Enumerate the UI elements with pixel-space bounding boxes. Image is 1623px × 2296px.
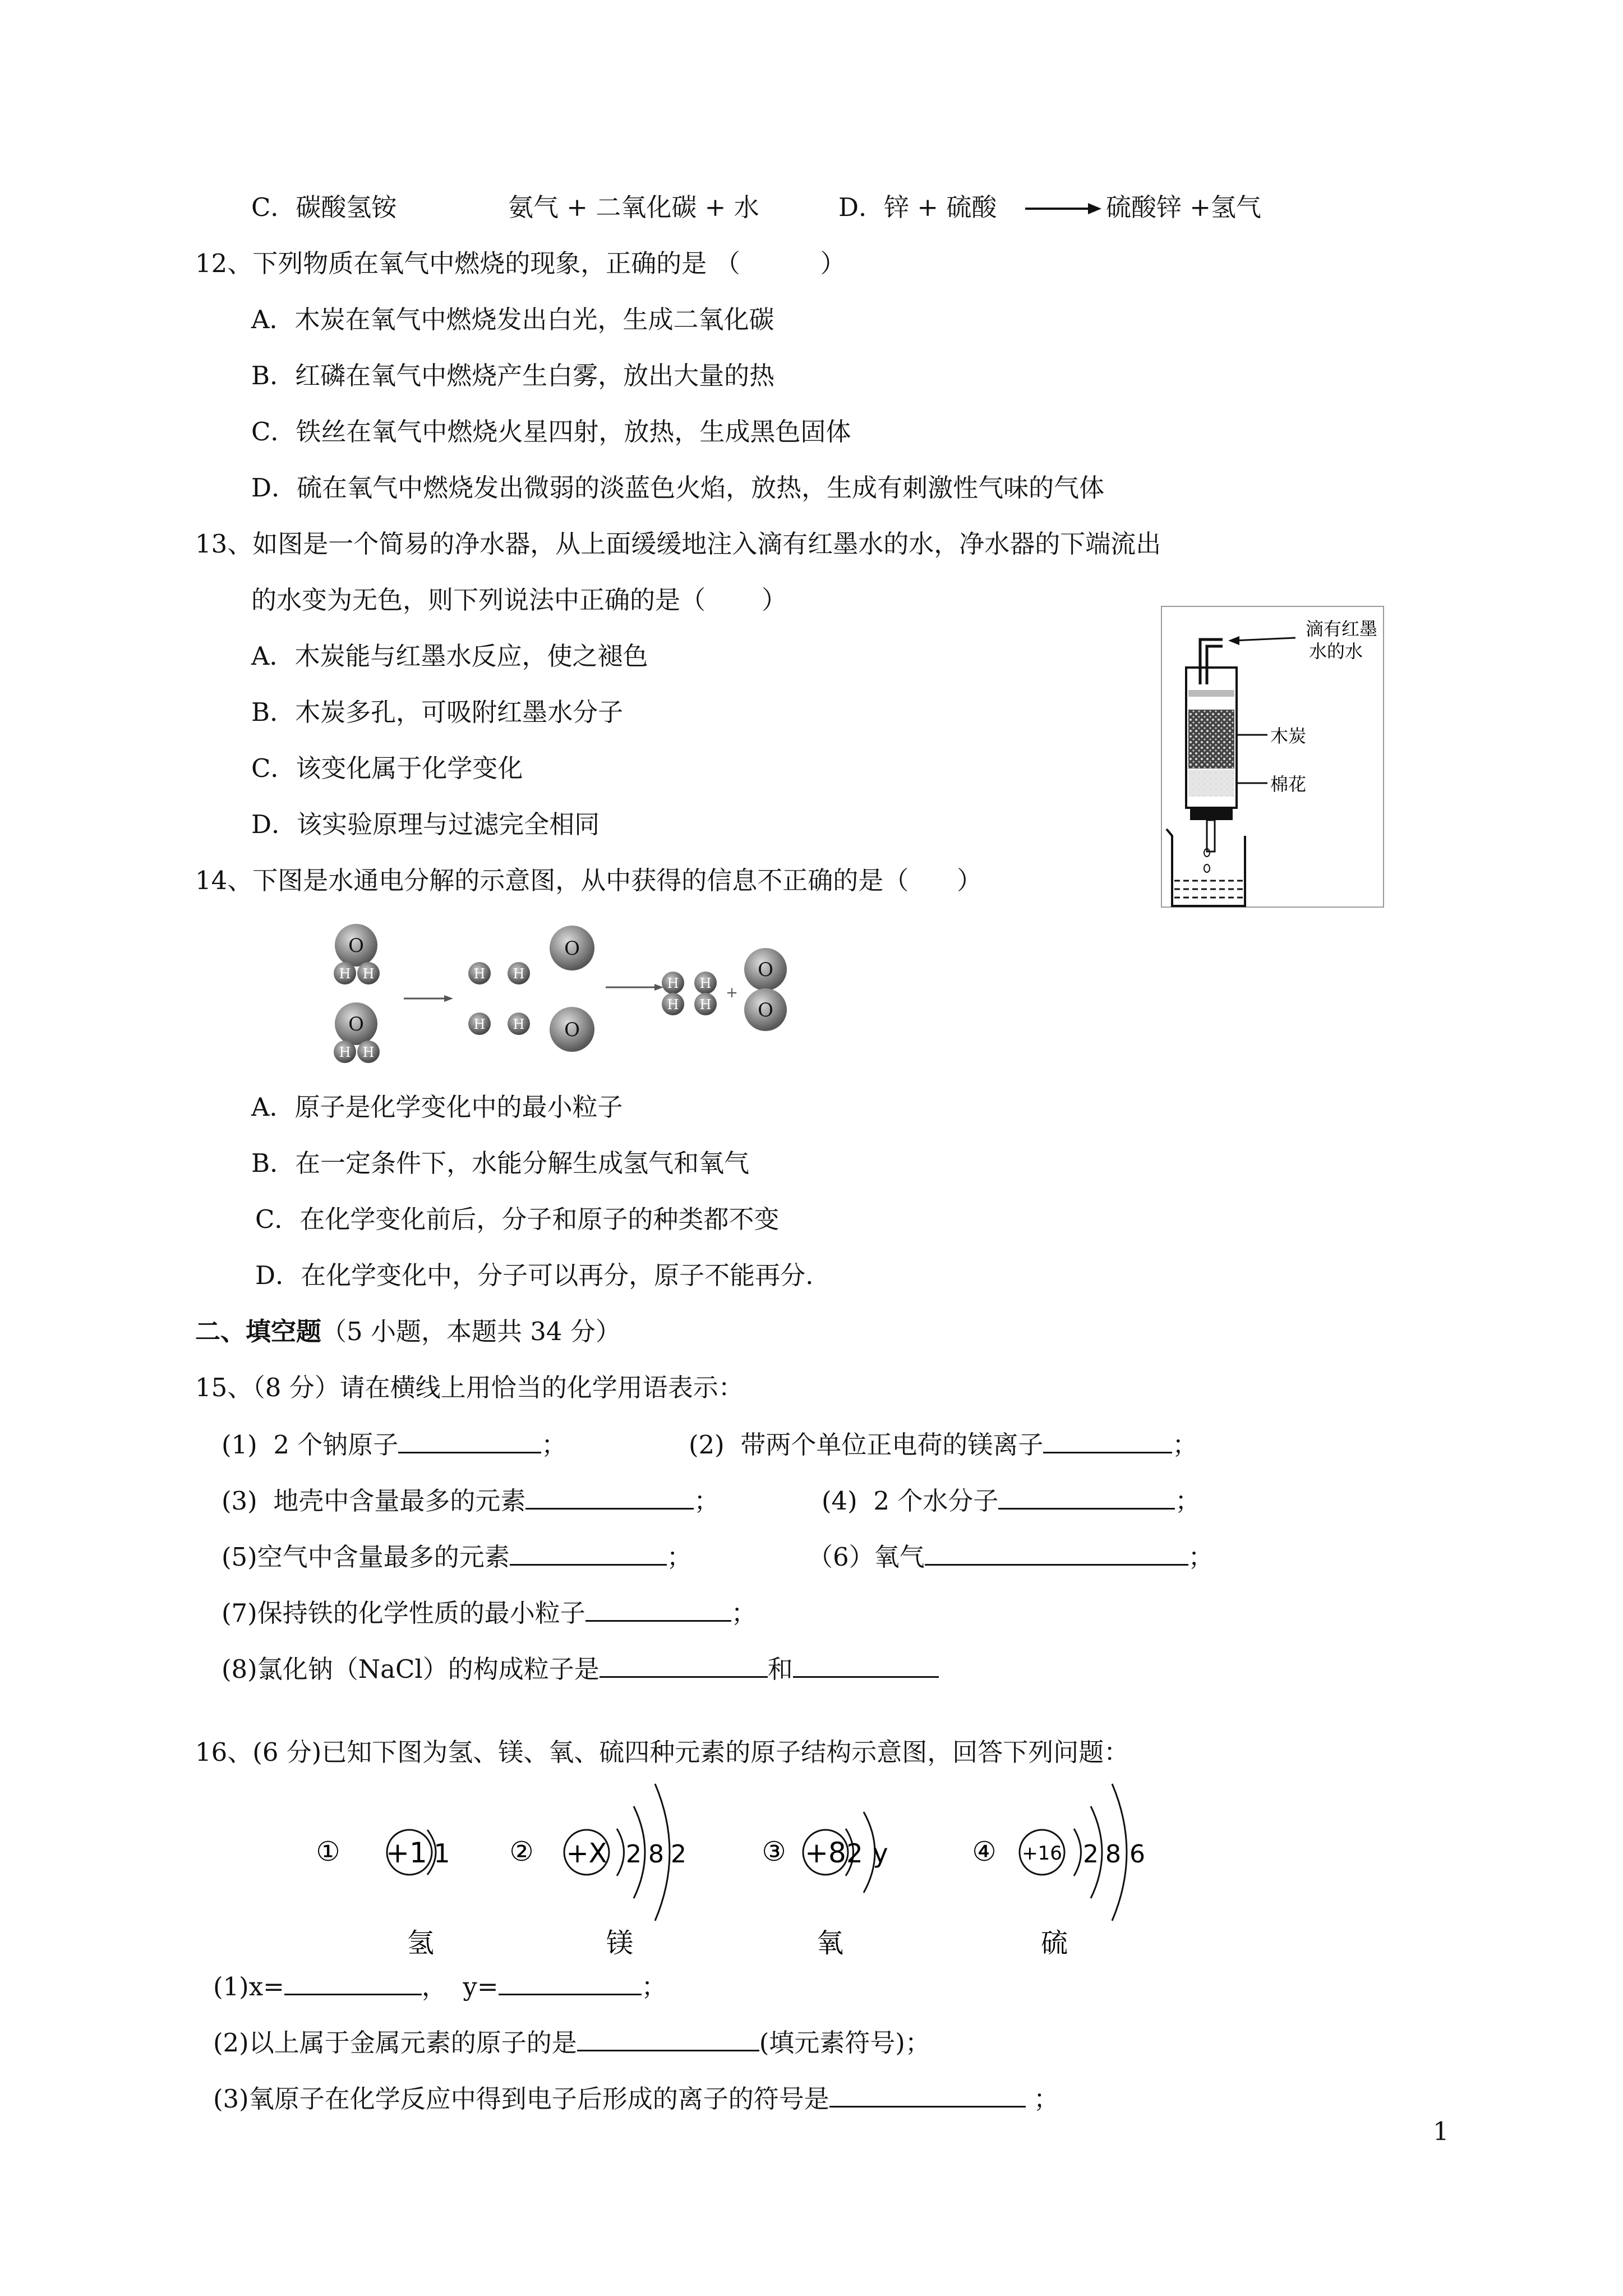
answer-blank-7[interactable] [585,1595,731,1622]
diagram-2-shell-2: 8 [648,1840,664,1869]
answer-blank-8a[interactable] [600,1651,768,1678]
svg-text:H: H [362,1045,375,1060]
section2-title: 二、填空题 [195,1317,322,1346]
diagram-2-name: 镁 [606,1927,634,1959]
answer-blank-y[interactable] [499,1969,642,1995]
diagram-1-nucleus: +1 [386,1837,427,1869]
answer-blank-4[interactable] [998,1483,1175,1510]
q13-stem-line1: 13、如图是一个简易的净水器，从上面缓缓地注入滴有红墨水的水，净水器的下端流出 [195,529,1161,559]
answer-blank-6[interactable] [925,1539,1188,1566]
q14-option-d: D．在化学变化中，分子可以再分，原子不能再分. [255,1260,814,1290]
q12-option-d: D．硫在氧气中燃烧发出微弱的淡蓝色火焰，放热，生成有刺激性气味的气体 [251,473,1105,503]
diagram-2-shell-3: 2 [671,1840,686,1869]
q15-item-5: (5)空气中含量最多的元素 ； [222,1539,692,1574]
diagram-2-number: ② [509,1836,534,1867]
q15-item-1: (1) 2 个钠原子 ； [222,1427,566,1462]
q15-item-3: (3) 地壳中含量最多的元素 ； [222,1483,719,1518]
diagram-1-number: ① [316,1836,340,1867]
diagram-4-nucleus: +16 [1022,1842,1062,1865]
diagram-1-shell-1: 1 [434,1838,450,1869]
q11-option-d-products: 硫酸锌 +氢气 [1106,192,1262,222]
q13-option-d: D．该实验原理与过滤完全相同 [251,809,600,839]
fig-label-water-1: 滴有红墨 [1306,618,1378,639]
svg-text:H: H [513,1016,525,1032]
q13-option-c: C．该变化属于化学变化 [251,753,523,783]
q16-sub1: (1)x= ， y= ； [213,1969,667,2004]
svg-text:H: H [473,1016,486,1032]
diagram-2-shell-1: 2 [626,1840,642,1869]
q15-item-6: （6）氧气 ； [808,1539,1214,1574]
diagram-3-nucleus: +8 [805,1837,846,1869]
diagram-1-name: 氢 [407,1927,435,1959]
q11-option-c-reactant: C．碳酸氢铵 [251,192,397,222]
diagram-4-shell-3: 6 [1129,1840,1145,1869]
q11-option-c-products: 氨气 + 二氧化碳 + 水 [508,192,759,222]
section2-header [195,1315,621,1349]
q15-item-8: (8)氯化钠（NaCl）的构成粒子是 和 [222,1651,939,1686]
q15-item-7: (7)保持铁的化学性质的最小粒子 ； [222,1595,757,1630]
fig-label-charcoal: 木炭 [1270,725,1307,747]
svg-text:H: H [362,966,375,982]
answer-blank-8b[interactable] [793,1651,939,1678]
diagram-4-number: ④ [972,1836,997,1867]
q12-option-b: B．红磷在氧气中燃烧产生白雾，放出大量的热 [251,361,775,390]
diagram-2-nucleus: +X [566,1838,607,1869]
section2-note: （5 小题，本题共 34 分） [321,1317,621,1346]
diagram-3-shell-1: 2 [846,1838,863,1869]
water-electrolysis-figure [314,914,808,1077]
q13-option-b: B．木炭多孔，可吸附红墨水分子 [251,697,624,727]
q16-sub3: (3)氧原子在化学反应中得到电子后形成的离子的符号是 ； [213,2081,1059,2116]
svg-text:O: O [564,1019,580,1041]
diagram-3-name: 氧 [816,1927,844,1959]
q15-item-4: (4) 2 个水分子 ； [822,1483,1200,1518]
svg-text:O: O [758,959,773,981]
atomic-structure-diagrams [303,1778,1178,1969]
water-purifier-figure [1161,606,1385,909]
q14-option-a: A．原子是化学变化中的最小粒子 [251,1092,623,1122]
diagram-4-name: 硫 [1040,1927,1068,1959]
answer-blank-1[interactable] [398,1427,541,1453]
svg-text:O: O [564,937,580,960]
plus-sign: + [726,984,738,1001]
svg-text:O: O [758,999,773,1022]
answer-blank-ion[interactable] [829,2081,1026,2108]
q12-option-c: C．铁丝在氧气中燃烧火星四射，放热，生成黑色固体 [251,417,851,447]
svg-text:H: H [667,997,679,1013]
q13-option-a: A．木炭能与红墨水反应，使之褪色 [251,641,648,671]
svg-text:H: H [473,966,486,982]
answer-blank-2[interactable] [1043,1427,1172,1453]
q11-option-d-reactant: D．锌 + 硫酸 [838,192,997,222]
diagram-4-shell-1: 2 [1083,1840,1099,1869]
q13-stem-line2: 的水变为无色，则下列说法中正确的是（ ） [251,585,787,615]
answer-blank-5[interactable] [510,1539,667,1566]
q12-option-a: A．木炭在氧气中燃烧发出白光，生成二氧化碳 [251,305,774,334]
fig-label-water-2: 水的水 [1309,641,1363,662]
q14-stem: 14、下图是水通电分解的示意图，从中获得的信息不正确的是（ ） [195,866,983,895]
reaction-arrow-icon [1024,202,1103,215]
q15-item-2: (2) 带两个单位正电荷的镁离子 ； [689,1427,1197,1462]
page-number: 1 [1433,2116,1449,2146]
answer-blank-metal[interactable] [577,2025,759,2051]
q12-stem: 12、下列物质在氧气中燃烧的现象，正确的是 （ ） [195,249,846,278]
svg-text:H: H [699,976,712,991]
answer-blank-3[interactable] [525,1483,694,1510]
svg-text:O: O [348,1013,364,1036]
q14-option-c: C．在化学变化前后，分子和原子的种类都不变 [255,1204,780,1234]
q16-sub2: (2)以上属于金属元素的原子的是 (填元素符号)； [213,2025,930,2060]
q15-stem: 15、（8 分）请在横线上用恰当的化学用语表示： [195,1373,744,1402]
fig-label-cotton: 棉花 [1270,774,1307,795]
answer-blank-x[interactable] [284,1969,422,1995]
q14-option-b: B．在一定条件下，水能分解生成氢气和氧气 [251,1148,750,1178]
svg-text:H: H [667,976,679,991]
q16-stem: 16、(6 分)已知下图为氢、镁、氧、硫四种元素的原子结构示意图，回答下列问题： [195,1737,1129,1767]
svg-text:H: H [699,997,712,1013]
diagram-3-number: ③ [762,1836,786,1867]
diagram-3-shell-2: y [873,1838,888,1869]
svg-text:H: H [339,1045,351,1060]
svg-text:O: O [348,935,364,957]
svg-text:H: H [513,966,525,982]
diagram-4-shell-2: 8 [1105,1840,1121,1869]
svg-text:H: H [339,966,351,982]
